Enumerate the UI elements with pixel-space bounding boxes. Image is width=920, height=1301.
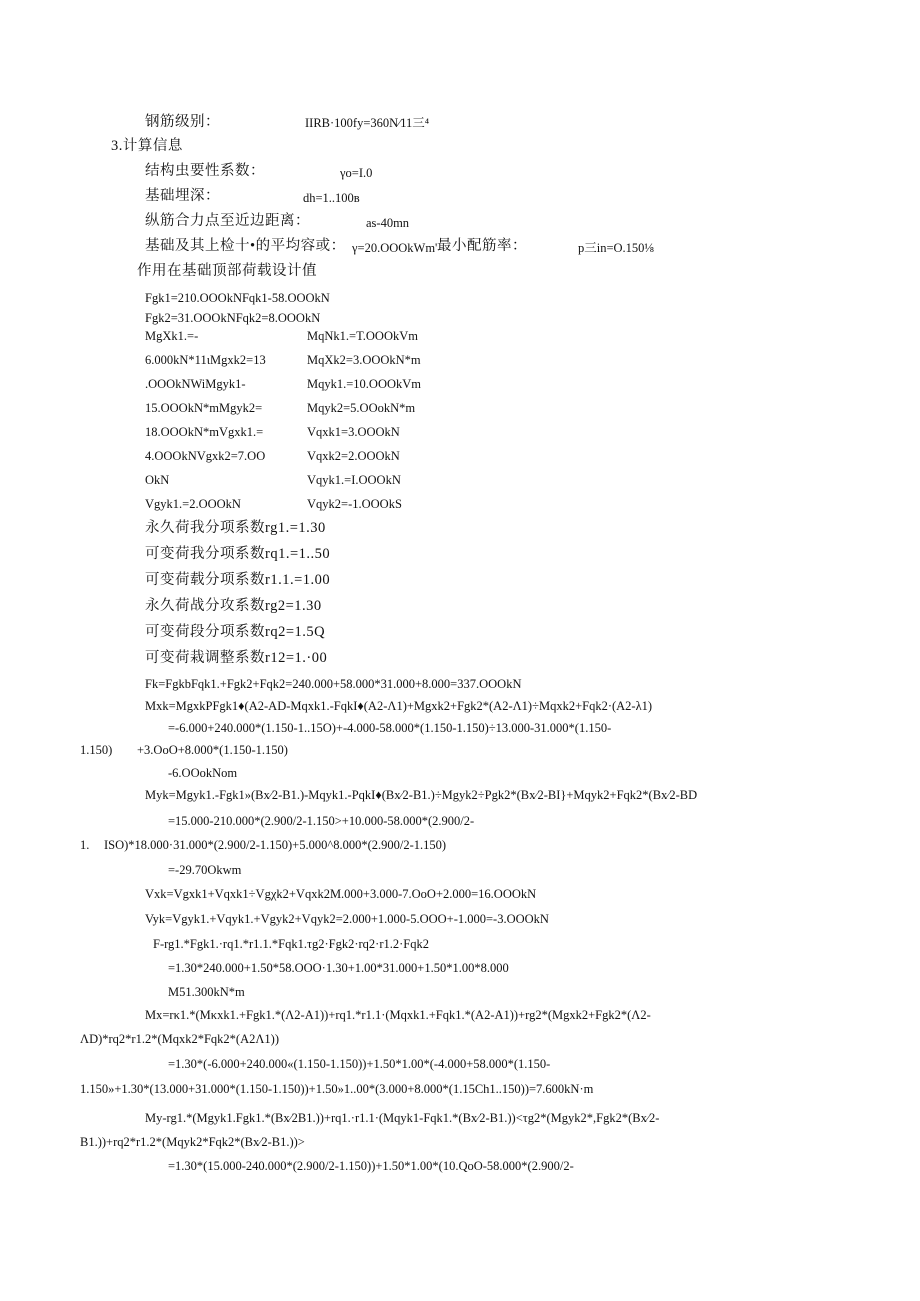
factor-line: 可变荷我分项系数rq1.=1..50 [145, 546, 331, 562]
f-result: M51.300kN*m [168, 985, 245, 999]
unit-weight-label: 基础及其上检十•的平均容或： [145, 238, 346, 254]
mxk-result: -6.OOokNom [168, 766, 238, 780]
left-col-item: 6.000kN*11ιMgxk2=13 [145, 353, 266, 367]
myk-formula: 1. [80, 838, 90, 852]
unit-weight-value: γ=20.OOOkWm' [352, 241, 438, 255]
factor-line: 永久荷战分攻系数rg2=1.30 [145, 598, 322, 614]
right-col-item: Vqxk2=2.OOOkN [307, 449, 400, 463]
right-col-item: Vqyk1.=I.OOOkN [307, 473, 401, 487]
mxk-formula: Mxk=MgxkPFgk1♦(A2-AD-Mqxk1.-FqkI♦(A2-Λ1)+Mgxk2+Fgk2*(A2-Λ1)÷Mqxk2+Fqk2·(A2-λ1) [145, 699, 653, 713]
factor-line: 可变荷段分项系数rq2=1.5Q [145, 624, 326, 640]
myk-result: =-29.70Okwm [168, 863, 242, 877]
factor-line: 可变荷载分项系数r1.1.=1.00 [145, 572, 331, 588]
left-col-item: Vgyk1.=2.OOOkN [145, 497, 241, 511]
mxk-formula: +3.OoO+8.000*(1.150-1.150) [137, 743, 288, 757]
fgk-line-2: Fgk2=31.OOOkNFqk2=8.OOOkN [145, 311, 321, 325]
cover-label: 纵筋合力点至近边距离： [145, 213, 310, 229]
f-formula: F-rg1.*Fgk1.·rq1.*r1.1.*Fqk1.τg2·Fgk2·rq2·r1.2·Fqk2 [153, 937, 429, 951]
steel-grade-value: IIRB·100fy=360N∕11三⁴ [305, 116, 430, 130]
mx-result: 1.150»+1.30*(13.000+31.000*(1.150-1.150))+1.50»1..00*(3.000+8.000*(1.15Ch1..150))=7.600kN·m [80, 1082, 594, 1096]
factor-line: 可变荷栽调整系数r12=1.·00 [145, 650, 328, 666]
vyk-formula: Vyk=Vgyk1.+Vqyk1.+Vgyk2+Vqyk2=2.000+1.000-5.OOO+-1.000=-3.OOOkN [145, 912, 549, 926]
right-col-item: Mqyk2=5.OOokN*m [307, 401, 416, 415]
left-col-item: 15.OOOkN*mMgyk2= [145, 401, 263, 415]
importance-label: 结构虫要性系数： [145, 163, 265, 179]
my-formula: =1.30*(15.000-240.000*(2.900/2-1.150))+1.50*1.00*(10.QoO-58.000*(2.900/2- [168, 1159, 574, 1173]
left-col-item: 4.OOOkNVgxk2=7.OO [145, 449, 266, 463]
cover-value: as-40mn [366, 216, 410, 230]
fgk-line-1: Fgk1=210.OOOkNFqk1-58.OOOkN [145, 291, 330, 305]
loads-heading: 作用在基础顶部荷载设计值 [137, 263, 317, 279]
min-ratio-label: 最小配筋率： [437, 238, 527, 254]
mx-formula: ΛD)*rq2*r1.2*(Mqxk2*Fqk2*(A2Λ1)) [80, 1032, 280, 1046]
right-col-item: Mqyk1.=10.OOOkVm [307, 377, 421, 391]
depth-value: dh=1..100в [303, 191, 360, 205]
factor-line: 永久荷我分项系数rg1.=1.30 [145, 520, 326, 536]
left-col-item: 18.OOOkN*mVgxk1.= [145, 425, 264, 439]
right-col-item: MqNk1.=T.OOOkVm [307, 329, 418, 343]
left-col-item: OkN [145, 473, 170, 487]
mxk-formula: =-6.000+240.000*(1.150-1..15O)+-4.000-58.000*(1.150-1.150)÷13.000-31.000*(1.150- [168, 721, 612, 735]
mx-formula: =1.30*(-6.000+240.000«(1.150-1.150))+1.50*1.00*(-4.000+58.000*(1.150- [168, 1057, 551, 1071]
right-col-item: Vqxk1=3.OOOkN [307, 425, 400, 439]
section-title: 3.计算信息 [111, 138, 183, 154]
my-formula: B1.))+rq2*r1.2*(Mqyk2*Fqk2*(Bx∕2-B1.))> [80, 1135, 305, 1149]
right-col-item: MqXk2=3.OOOkN*m [307, 353, 421, 367]
myk-formula: ISO)*18.000·31.000*(2.900/2-1.150)+5.000^8.000*(2.900/2-1.150) [104, 838, 447, 852]
fk-formula: Fk=FgkbFqk1.+Fgk2+Fqk2=240.000+58.000*31.000+8.000=337.OOOkN [145, 677, 522, 691]
importance-value: γo=I.0 [340, 166, 373, 180]
my-formula: My-rg1.*(Mgyk1.Fgk1.*(Bx∕2B1.))+rq1.·r1.1·(Mqyk1-Fqk1.*(Bx∕2-B1.))<τg2*(Mgyk2*,Fgk2*(Bx∕2- [145, 1111, 660, 1125]
vxk-formula: Vxk=Vgxk1+Vqxk1÷Vgχk2+Vqxk2M.000+3.000-7.OoO+2.000=16.OOOkN [145, 887, 537, 901]
mxk-formula: 1.150) [80, 743, 113, 757]
f-formula: =1.30*240.000+1.50*58.OOO·1.30+1.00*31.000+1.50*1.00*8.000 [168, 961, 509, 975]
min-ratio-value: p三in=O.150⅛ [578, 241, 654, 255]
mx-formula: Mx=rκ1.*(Mκxk1.+Fgk1.*(Λ2-A1))+rq1.*r1.1·(Mqxk1.+Fqk1.*(A2-A1))+rg2*(Mgxk2+Fgk2*(Λ2- [145, 1008, 651, 1022]
myk-formula: =15.000-210.000*(2.900/2-1.150>+10.000-58.000*(2.900/2- [168, 814, 475, 828]
steel-grade-label: 钢筋级别： [145, 114, 220, 130]
left-col-item: .OOOkNWiMgyk1- [145, 377, 246, 391]
myk-formula: Myk=Mgyk1.-Fgk1»(Bx∕2-B1.)-Mqyk1.-PqkI♦(Bx∕2-B1.)÷Mgyk2÷Pgk2*(Bx∕2-BI}+Mqyk2+Fqk2*(Bx∕2-BD [145, 788, 698, 802]
left-col-item: MgXk1.=- [145, 329, 199, 343]
right-col-item: Vqyk2=-1.OOOkS [307, 497, 402, 511]
depth-label: 基础埋深： [145, 188, 220, 204]
